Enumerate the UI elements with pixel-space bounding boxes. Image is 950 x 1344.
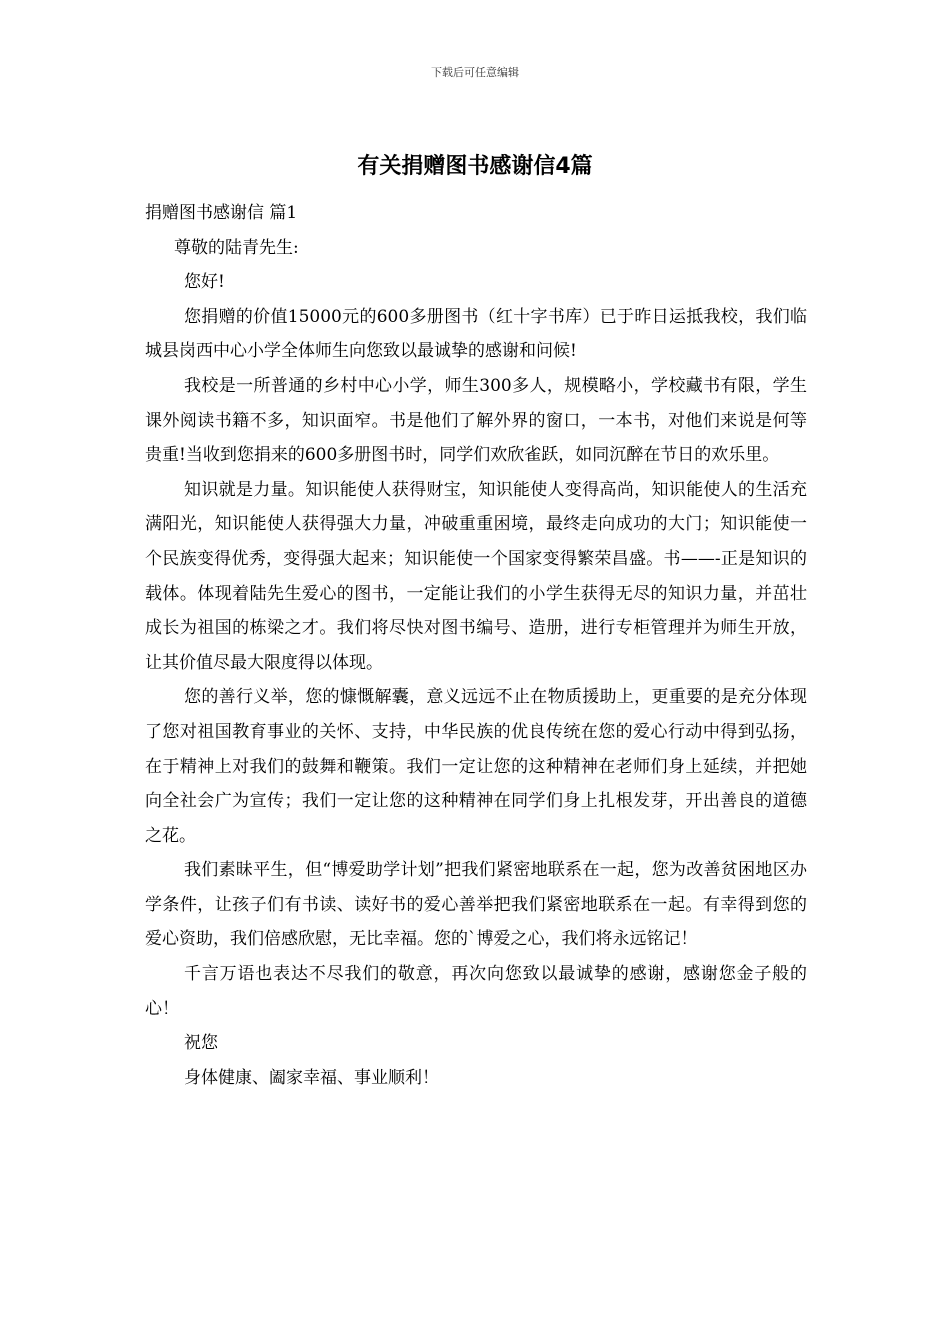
greeting: 您好!	[184, 272, 225, 293]
paragraph-1: 您捐赠的价值15000元的600多册图书（红十字书库）已于昨日运抵我校，我们临城县岗西中心小学全体师生向您致以最诚挚的感谢和问候!	[145, 306, 807, 362]
paragraph-4: 您的善行义举，您的慷慨解囊，意义远远不止在物质援助上，更重要的是充分体现了您对祖国教育事业的关怀、支持，中华民族的优良传统在您的爱心行动中得到弘扬，在于精神上对我们的鼓舞和鞭策。我们一定让您的这种精神在老师们身上延续，并把她向全社会广为宣传；我们一定让您的这种精神在同学们身上扎根发芽，开出善良的道德之花。	[145, 687, 807, 846]
document-title: 有关捐赠图书感谢信4篇	[357, 154, 593, 179]
salutation: 尊敬的陆青先生:	[174, 237, 299, 258]
paragraph-6: 千言万语也表达不尽我们的敬意，再次向您致以最诚挚的感谢，感谢您金子般的心！	[145, 964, 807, 1019]
paragraph-2: 我校是一所普通的乡村中心小学，师生300多人，规模略小，学校藏书有限，学生课外阅读书籍不多，知识面窄。书是他们了解外界的窗口，一本书，对他们来说是何等贵重!当收到您捐来的600多册图书时，同学们欢欣雀跃，如同沉醉在节日的欢乐里。	[145, 375, 807, 466]
closing: 祝您	[184, 1033, 218, 1054]
paragraph-3: 知识就是力量。知识能使人获得财宝，知识能使人变得高尚，知识能使人的生活充满阳光，知识能使人获得强大力量，冲破重重困境，最终走向成功的大门；知识能使一个民族变得优秀，变得强大起来；知识能使一个国家变得繁荣昌盛。书——-正是知识的载体。体现着陆先生爱心的图书，一定能让我们的小学生获得无尽的知识力量，并茁壮成长为祖国的栋梁之才。我们将尽快对图书编号、造册，进行专柜管理并为师生开放，让其价值尽最大限度得以体现。	[145, 479, 807, 673]
wishes: 身体健康、阖家幸福、事业顺利！	[184, 1067, 439, 1088]
paragraph-5: 我们素昧平生，但“博爱助学计划”把我们紧密地联系在一起，您为改善贫困地区办学条件，让孩子们有书读、读好书的爱心善举把我们紧密地联系在一起。有幸得到您的爱心资助，我们倍感欣慰，无比幸福。您的`博爱之心，我们将永远铭记！	[145, 860, 807, 950]
header-note: 下载后可任意编辑	[431, 66, 519, 79]
section-heading: 捐赠图书感谢信 篇1	[145, 203, 298, 223]
letter-body	[145, 196, 807, 1095]
